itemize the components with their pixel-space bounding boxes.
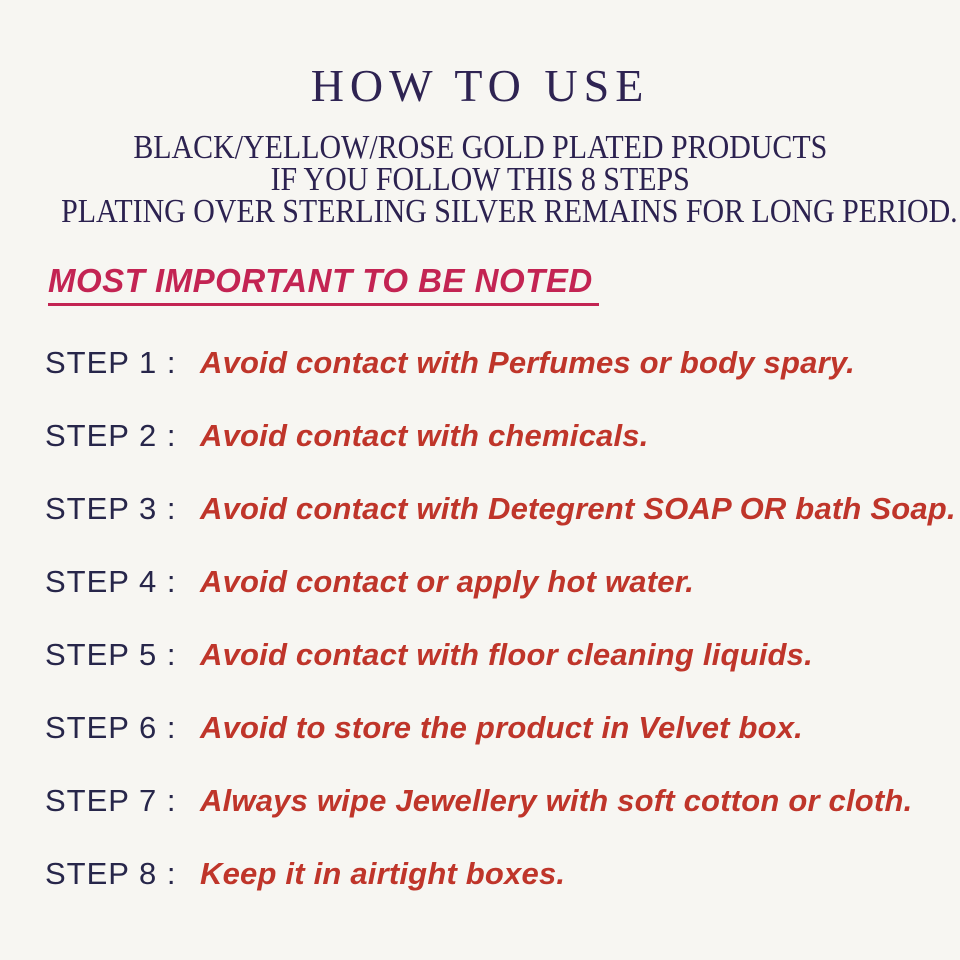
step-row [0, 399, 960, 472]
note-heading-row [48, 262, 960, 306]
step-label: STEP 5 : [45, 636, 177, 672]
step-text: Avoid contact with floor cleaning liquids. [200, 636, 813, 672]
step-label: STEP 7 : [45, 782, 177, 818]
subtitle-line [0, 161, 960, 198]
step-text: Avoid contact or apply hot water. [200, 563, 695, 599]
steps-list [0, 326, 960, 910]
step-text: Keep it in airtight boxes. [200, 855, 566, 891]
step-text: Always wipe Jewellery with soft cotton or cloth. [200, 782, 913, 818]
step-label: STEP 1 : [45, 344, 177, 380]
step-text: Avoid contact with chemicals. [200, 417, 649, 453]
subtitle-line [0, 129, 960, 166]
step-label: STEP 3 : [45, 490, 177, 526]
subtitle-line [0, 193, 960, 230]
step-row [0, 618, 960, 691]
step-text: Avoid contact with Detegrent SOAP OR bath Soap. [200, 490, 956, 526]
step-text: Avoid contact with Perfumes or body spary. [200, 344, 855, 380]
step-row [0, 837, 960, 910]
step-label: STEP 6 : [45, 709, 177, 745]
subtitle-line-text: PLATING OVER STERLING SILVER REMAINS FOR LONG PERIOD. [61, 193, 958, 230]
subtitle-line-text: IF YOU FOLLOW THIS 8 STEPS [270, 161, 690, 198]
step-row [0, 472, 960, 545]
subtitle-block [0, 129, 960, 230]
step-text: Avoid to store the product in Velvet box. [200, 709, 803, 745]
step-row [0, 545, 960, 618]
step-label: STEP 2 : [45, 417, 177, 453]
step-label: STEP 4 : [45, 563, 177, 599]
step-row [0, 326, 960, 399]
step-label: STEP 8 : [45, 855, 177, 891]
step-row [0, 764, 960, 837]
page-title: HOW TO USE [310, 60, 650, 111]
note-heading: MOST IMPORTANT TO BE NOTED [48, 262, 599, 306]
step-row [0, 691, 960, 764]
subtitle-line-text: BLACK/YELLOW/ROSE GOLD PLATED PRODUCTS [133, 129, 827, 166]
